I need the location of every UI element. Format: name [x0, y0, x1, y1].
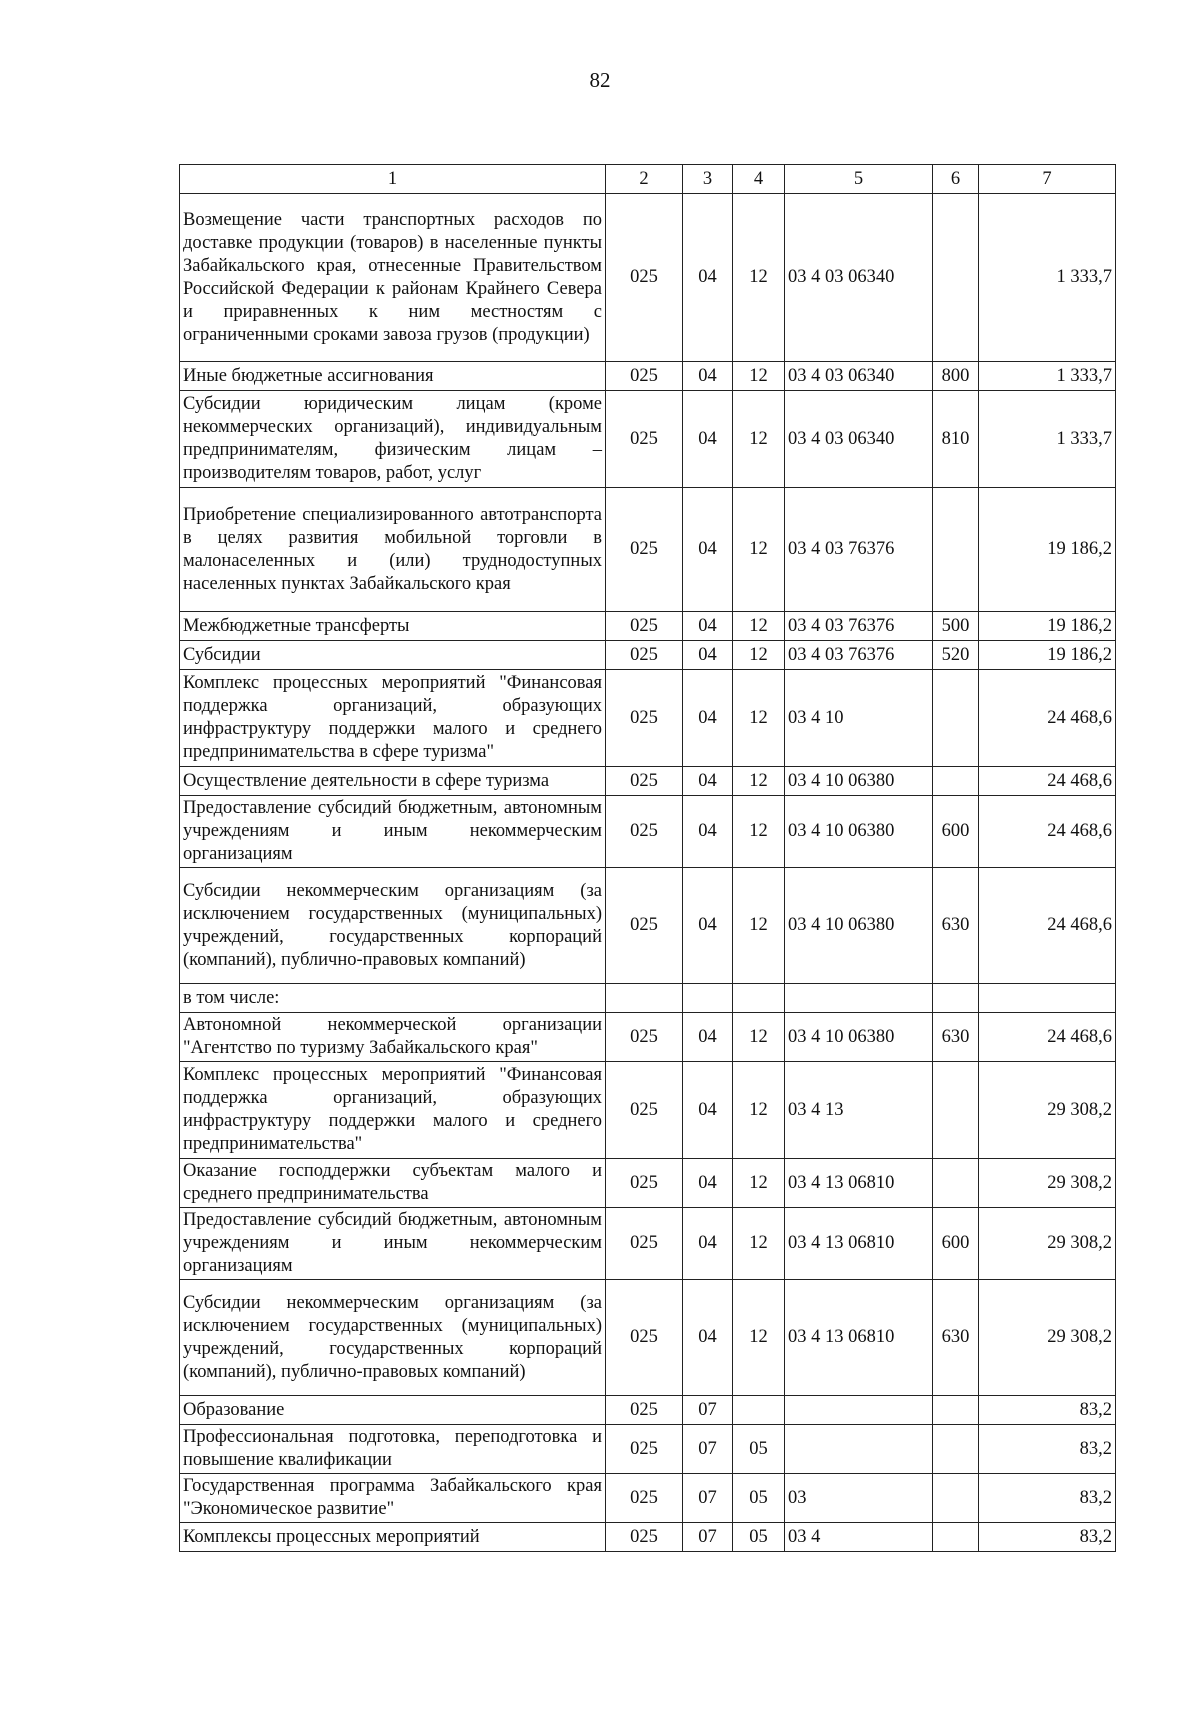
row-expense-type: 600 [933, 1208, 979, 1280]
row-subsection-code: 12 [733, 612, 785, 641]
row-ministry-code: 025 [606, 391, 683, 488]
row-subsection-code: 12 [733, 1159, 785, 1208]
row-expense-type: 600 [933, 796, 979, 868]
table-row [180, 362, 1116, 391]
row-description: Субсидии некоммерческим организациям (за исключением государственных (муниципальных) учреждений, государственных корпораций (компаний), публично-правовых компаний) [180, 868, 606, 984]
table-row [180, 984, 1116, 1013]
row-expense-type: 810 [933, 391, 979, 488]
row-subsection-code [733, 1396, 785, 1425]
row-amount: 24 468,6 [979, 868, 1116, 984]
row-description: Возмещение части транспортных расходов по доставке продукции (товаров) в населенные пункты Забайкальского края, отнесенные Правительством Российской Федерации к районам Крайнего Севера и приравненных к ним местностям с ограниченными сроками завоза грузов (продукции) [180, 194, 606, 362]
row-subsection-code: 12 [733, 1208, 785, 1280]
header-col-3: 3 [683, 165, 733, 194]
row-section-code: 04 [683, 391, 733, 488]
row-target-code: 03 4 10 06380 [785, 767, 933, 796]
row-expense-type [933, 488, 979, 612]
row-amount: 83,2 [979, 1523, 1116, 1552]
row-ministry-code: 025 [606, 1062, 683, 1159]
row-description: Предоставление субсидий бюджетным, автономным учреждениям и иным некоммерческим организациям [180, 1208, 606, 1280]
row-expense-type [933, 670, 979, 767]
row-amount: 24 468,6 [979, 796, 1116, 868]
row-target-code: 03 4 13 06810 [785, 1208, 933, 1280]
row-description: Субсидии [180, 641, 606, 670]
row-amount: 1 333,7 [979, 362, 1116, 391]
header-col-1: 1 [180, 165, 606, 194]
row-subsection-code: 12 [733, 391, 785, 488]
row-expense-type: 630 [933, 1013, 979, 1062]
row-ministry-code: 025 [606, 868, 683, 984]
row-amount: 29 308,2 [979, 1159, 1116, 1208]
row-subsection-code: 12 [733, 362, 785, 391]
row-description: Субсидии юридическим лицам (кроме некоммерческих организаций), индивидуальным предпринимателям, физическим лицам – производителям товаров, работ, услуг [180, 391, 606, 488]
row-section-code: 04 [683, 488, 733, 612]
row-description: Автономной некоммерческой организации "Агентство по туризму Забайкальского края" [180, 1013, 606, 1062]
table-row [180, 1062, 1116, 1159]
table-row [180, 488, 1116, 612]
row-expense-type [933, 1523, 979, 1552]
row-target-code: 03 4 03 76376 [785, 612, 933, 641]
row-amount: 24 468,6 [979, 670, 1116, 767]
budget-table [179, 164, 1116, 1552]
row-section-code: 07 [683, 1396, 733, 1425]
row-description: Комплексы процессных мероприятий [180, 1523, 606, 1552]
row-ministry-code: 025 [606, 1208, 683, 1280]
row-ministry-code: 025 [606, 1013, 683, 1062]
row-amount: 1 333,7 [979, 391, 1116, 488]
table-row [180, 641, 1116, 670]
row-target-code: 03 [785, 1474, 933, 1523]
row-expense-type: 630 [933, 1280, 979, 1396]
row-amount: 19 186,2 [979, 612, 1116, 641]
table-row [180, 1474, 1116, 1523]
row-amount [979, 984, 1116, 1013]
row-subsection-code: 12 [733, 796, 785, 868]
row-subsection-code: 12 [733, 641, 785, 670]
row-subsection-code: 12 [733, 670, 785, 767]
row-section-code: 07 [683, 1523, 733, 1552]
row-section-code: 04 [683, 767, 733, 796]
row-target-code: 03 4 03 76376 [785, 488, 933, 612]
page-number: 82 [589, 68, 611, 92]
table-row [180, 612, 1116, 641]
row-section-code: 07 [683, 1425, 733, 1474]
row-ministry-code: 025 [606, 194, 683, 362]
row-amount: 83,2 [979, 1396, 1116, 1425]
row-section-code: 04 [683, 1159, 733, 1208]
row-expense-type [933, 1425, 979, 1474]
header-col-5: 5 [785, 165, 933, 194]
row-target-code [785, 1425, 933, 1474]
table-row [180, 1425, 1116, 1474]
row-target-code: 03 4 10 [785, 670, 933, 767]
row-amount: 19 186,2 [979, 488, 1116, 612]
row-ministry-code: 025 [606, 641, 683, 670]
row-target-code: 03 4 10 06380 [785, 868, 933, 984]
row-section-code: 04 [683, 796, 733, 868]
row-expense-type [933, 1474, 979, 1523]
row-target-code: 03 4 10 06380 [785, 796, 933, 868]
row-subsection-code: 05 [733, 1425, 785, 1474]
row-ministry-code: 025 [606, 670, 683, 767]
table-row [180, 1523, 1116, 1552]
row-description: Комплекс процессных мероприятий "Финансовая поддержка организаций, образующих инфраструктуру поддержки малого и среднего предпринимательства в сфере туризма" [180, 670, 606, 767]
row-subsection-code: 12 [733, 868, 785, 984]
row-ministry-code: 025 [606, 1159, 683, 1208]
row-target-code: 03 4 03 76376 [785, 641, 933, 670]
row-description: Государственная программа Забайкальского края "Экономическое развитие" [180, 1474, 606, 1523]
row-description: Межбюджетные трансферты [180, 612, 606, 641]
header-col-4: 4 [733, 165, 785, 194]
row-section-code: 04 [683, 1013, 733, 1062]
table-row [180, 1208, 1116, 1280]
row-section-code: 07 [683, 1474, 733, 1523]
row-amount: 29 308,2 [979, 1280, 1116, 1396]
table-row [180, 391, 1116, 488]
row-ministry-code: 025 [606, 796, 683, 868]
row-description: Осуществление деятельности в сфере туризма [180, 767, 606, 796]
row-target-code: 03 4 13 06810 [785, 1280, 933, 1396]
row-ministry-code: 025 [606, 1425, 683, 1474]
row-amount: 24 468,6 [979, 1013, 1116, 1062]
row-description: Профессиональная подготовка, переподготовка и повышение квалификации [180, 1425, 606, 1474]
row-section-code: 04 [683, 362, 733, 391]
table-row [180, 1396, 1116, 1425]
table-row [180, 670, 1116, 767]
table-row [180, 868, 1116, 984]
row-ministry-code: 025 [606, 1523, 683, 1552]
row-subsection-code: 05 [733, 1523, 785, 1552]
row-expense-type: 800 [933, 362, 979, 391]
header-col-7: 7 [979, 165, 1116, 194]
row-target-code: 03 4 03 06340 [785, 391, 933, 488]
table-row [180, 1159, 1116, 1208]
row-amount: 19 186,2 [979, 641, 1116, 670]
row-section-code [683, 984, 733, 1013]
row-amount: 1 333,7 [979, 194, 1116, 362]
row-section-code: 04 [683, 641, 733, 670]
row-amount: 29 308,2 [979, 1208, 1116, 1280]
row-description: Субсидии некоммерческим организациям (за исключением государственных (муниципальных) учреждений, государственных корпораций (компаний), публично-правовых компаний) [180, 1280, 606, 1396]
row-subsection-code [733, 984, 785, 1013]
row-expense-type [933, 1396, 979, 1425]
row-expense-type [933, 1062, 979, 1159]
row-subsection-code: 12 [733, 488, 785, 612]
row-expense-type: 500 [933, 612, 979, 641]
row-ministry-code: 025 [606, 1396, 683, 1425]
header-col-6: 6 [933, 165, 979, 194]
row-ministry-code: 025 [606, 1474, 683, 1523]
row-description: Оказание господдержки субъектам малого и среднего предпринимательства [180, 1159, 606, 1208]
row-target-code: 03 4 10 06380 [785, 1013, 933, 1062]
table-row [180, 1280, 1116, 1396]
row-section-code: 04 [683, 1062, 733, 1159]
row-expense-type [933, 767, 979, 796]
row-description: Предоставление субсидий бюджетным, автономным учреждениям и иным некоммерческим организациям [180, 796, 606, 868]
row-description: Комплекс процессных мероприятий "Финансовая поддержка организаций, образующих инфраструктуру поддержки малого и среднего предпринимательства" [180, 1062, 606, 1159]
row-amount: 24 468,6 [979, 767, 1116, 796]
row-target-code: 03 4 03 06340 [785, 362, 933, 391]
row-section-code: 04 [683, 868, 733, 984]
row-ministry-code: 025 [606, 362, 683, 391]
row-amount: 83,2 [979, 1474, 1116, 1523]
row-ministry-code: 025 [606, 767, 683, 796]
row-section-code: 04 [683, 1280, 733, 1396]
row-subsection-code: 12 [733, 1062, 785, 1159]
row-target-code: 03 4 03 06340 [785, 194, 933, 362]
row-expense-type: 520 [933, 641, 979, 670]
row-subsection-code: 05 [733, 1474, 785, 1523]
row-section-code: 04 [683, 612, 733, 641]
row-target-code: 03 4 13 06810 [785, 1159, 933, 1208]
row-subsection-code: 12 [733, 767, 785, 796]
table-row [180, 767, 1116, 796]
row-target-code: 03 4 13 [785, 1062, 933, 1159]
row-expense-type [933, 1159, 979, 1208]
table-row [180, 1013, 1116, 1062]
row-subsection-code: 12 [733, 194, 785, 362]
row-target-code [785, 1396, 933, 1425]
row-expense-type: 630 [933, 868, 979, 984]
row-ministry-code: 025 [606, 488, 683, 612]
row-section-code: 04 [683, 670, 733, 767]
row-description: Образование [180, 1396, 606, 1425]
row-target-code: 03 4 [785, 1523, 933, 1552]
row-subsection-code: 12 [733, 1280, 785, 1396]
row-section-code: 04 [683, 1208, 733, 1280]
row-expense-type [933, 194, 979, 362]
row-amount: 29 308,2 [979, 1062, 1116, 1159]
table-row [180, 796, 1116, 868]
row-section-code: 04 [683, 194, 733, 362]
row-target-code [785, 984, 933, 1013]
table-row [180, 194, 1116, 362]
row-expense-type [933, 984, 979, 1013]
row-ministry-code: 025 [606, 1280, 683, 1396]
header-row [180, 165, 1116, 194]
row-description: Иные бюджетные ассигнования [180, 362, 606, 391]
header-col-2: 2 [606, 165, 683, 194]
row-ministry-code: 025 [606, 612, 683, 641]
row-subsection-code: 12 [733, 1013, 785, 1062]
row-ministry-code [606, 984, 683, 1013]
row-description: в том числе: [180, 984, 606, 1013]
row-description: Приобретение специализированного автотранспорта в целях развития мобильной торговли в малонаселенных и (или) труднодоступных населенных пунктах Забайкальского края [180, 488, 606, 612]
row-amount: 83,2 [979, 1425, 1116, 1474]
